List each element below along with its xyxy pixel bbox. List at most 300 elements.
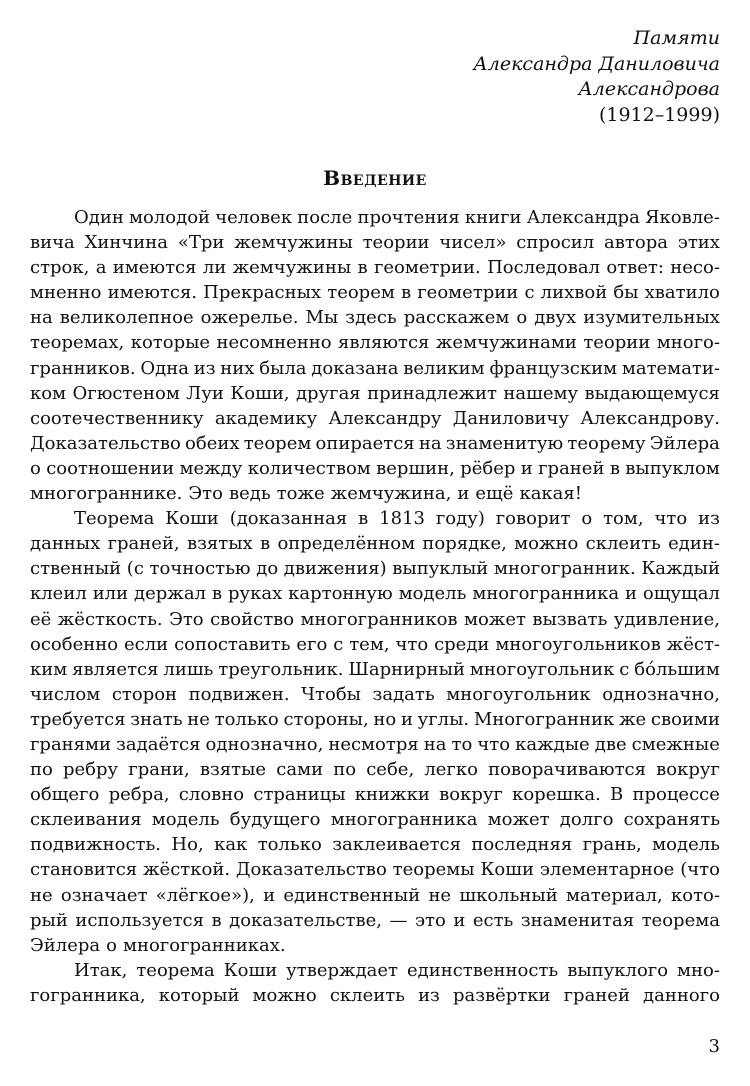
word: Шарнирный: [348, 658, 466, 680]
word: Последовал: [487, 257, 600, 279]
word: склеить: [585, 533, 661, 555]
word: ственный: [30, 558, 122, 580]
word: Коши: [223, 959, 278, 981]
word: и: [624, 583, 637, 605]
body-text: [30, 205, 720, 1008]
text-line: [30, 406, 720, 431]
word: сторон: [111, 683, 178, 705]
word: вича: [30, 232, 75, 254]
book-page: [30, 0, 720, 1086]
word: геометрии: [417, 282, 519, 304]
word: что: [654, 508, 688, 530]
word: поворачиваются: [488, 759, 646, 781]
word: Мы: [305, 307, 339, 329]
word: граней,: [107, 533, 180, 555]
text-line: [30, 305, 720, 330]
word: свойство: [210, 608, 295, 630]
word: Огюстеном: [72, 382, 180, 404]
text-line: [30, 883, 720, 908]
word: только: [257, 834, 322, 856]
word: становится: [30, 859, 138, 881]
word: взятые: [199, 759, 267, 781]
word: движения): [283, 558, 387, 580]
paragraph: [30, 506, 720, 958]
word: не: [30, 884, 53, 906]
section-heading: Введение: [323, 166, 427, 190]
word: знаменитую: [445, 432, 564, 454]
word: между: [179, 457, 243, 479]
word: может: [487, 809, 550, 831]
word: году): [435, 508, 485, 530]
word: многогранников: [300, 608, 458, 630]
word: Яковле-: [644, 207, 720, 228]
dedication-line: Памяти: [633, 27, 720, 49]
page-number: 3: [708, 1036, 720, 1057]
word: определённом: [277, 533, 416, 555]
word: в: [260, 533, 271, 555]
word: мно-: [677, 959, 720, 981]
word: модель: [398, 583, 467, 605]
word: чисел»: [439, 232, 507, 254]
word: который: [158, 984, 240, 1006]
word: этих: [677, 232, 720, 254]
word: корешка.: [512, 784, 601, 806]
word: о: [30, 457, 41, 479]
word: и: [520, 457, 533, 479]
word: имеются.: [107, 282, 198, 304]
text-line: [30, 707, 720, 732]
word: о: [581, 508, 593, 530]
word: единственность: [407, 959, 559, 981]
word: задать: [372, 683, 435, 705]
word: Эйлера: [30, 934, 101, 956]
word: —: [389, 909, 408, 931]
word: держал: [134, 583, 207, 605]
text-line: [30, 983, 720, 1008]
word: которые: [130, 332, 211, 354]
word: нашему: [503, 382, 579, 404]
word: граней: [538, 457, 605, 479]
word: Каждый: [641, 558, 720, 580]
word: книжки: [354, 784, 430, 806]
text-line: [30, 682, 720, 707]
text-line: [30, 782, 720, 807]
word: в: [358, 508, 369, 530]
word: на: [423, 733, 447, 755]
word: сопоставить: [174, 633, 291, 655]
word: (с: [126, 558, 144, 580]
text-line: [30, 356, 720, 381]
word: не: [187, 708, 210, 730]
text-line: [30, 933, 720, 958]
text-line: [30, 556, 720, 581]
word: грань,: [582, 834, 642, 856]
text-line: [30, 807, 720, 832]
word: каждые: [515, 733, 590, 755]
word: строк,: [30, 257, 90, 279]
word: рёбер: [460, 457, 516, 479]
word: стороны,: [283, 708, 369, 730]
word: же: [619, 708, 647, 730]
word: развёртки: [452, 984, 551, 1006]
word: заклеивается: [332, 834, 461, 856]
word: лишь: [163, 658, 214, 680]
text-line: [30, 607, 720, 632]
word: математи-: [621, 357, 720, 379]
word: теорем: [327, 282, 395, 304]
word: жемчужина,: [330, 483, 452, 505]
word: в: [400, 282, 412, 304]
word: ощущал: [642, 583, 720, 605]
text-line: [30, 581, 720, 606]
word: данных: [30, 533, 101, 555]
word: Доказательство: [30, 432, 181, 454]
word: расскажем: [403, 307, 510, 329]
word: сами: [276, 759, 324, 781]
word: Коши: [165, 508, 219, 530]
word: взятых: [186, 533, 253, 555]
text-line: [30, 657, 720, 682]
word: доказательстве,: [229, 909, 382, 931]
word: до: [256, 558, 279, 580]
word: многограннике.: [30, 483, 183, 505]
word: на: [418, 432, 442, 454]
word: здесь: [345, 307, 397, 329]
word: грани,: [128, 759, 190, 781]
word: многоугольник: [469, 658, 615, 680]
word: из: [698, 508, 720, 530]
word: Хинчина: [84, 232, 169, 254]
word: Коши,: [230, 382, 290, 404]
word: Это: [188, 483, 223, 505]
text-line: [30, 280, 720, 305]
text-line: [30, 456, 720, 481]
word: теории: [583, 332, 651, 354]
word: Это: [169, 608, 204, 630]
word: процессе: [632, 784, 720, 806]
word: склеить: [329, 984, 405, 1006]
word: о: [516, 307, 528, 329]
word: академику: [214, 407, 318, 429]
word: «Три: [177, 232, 225, 254]
word: своими: [650, 708, 720, 730]
text-line: [30, 958, 720, 983]
paragraph: [30, 205, 720, 506]
word: молодой: [129, 207, 211, 228]
word: словно: [178, 784, 245, 806]
word: Даниловичу: [452, 407, 570, 429]
word: выпуклый: [392, 558, 489, 580]
word: с: [333, 633, 344, 655]
word: тем,: [349, 633, 390, 655]
word: ответ:: [606, 257, 664, 279]
text-line: [30, 732, 720, 757]
word: бы: [613, 282, 639, 304]
word: можно: [514, 533, 579, 555]
word: Эйлера: [649, 432, 720, 454]
text-line: [30, 205, 720, 230]
word: являются: [338, 332, 430, 354]
word: утверждает: [286, 959, 399, 981]
dedication-line: Александра Даниловича: [473, 52, 720, 75]
text-line: [30, 506, 720, 531]
word: Теорема: [74, 508, 155, 530]
word: после: [297, 207, 353, 228]
word: по: [30, 759, 53, 781]
word: том,: [603, 508, 644, 530]
word: треугольник.: [218, 658, 344, 680]
word: гранников.: [30, 357, 136, 379]
word: ожерелье.: [200, 307, 299, 329]
word: теорема: [641, 909, 720, 931]
text-line: [30, 381, 720, 406]
word: двух: [534, 307, 577, 329]
text-line: [30, 431, 720, 456]
word: если: [123, 633, 169, 655]
word: картонную: [288, 583, 393, 605]
text-line: [30, 757, 720, 782]
word: из: [418, 984, 440, 1006]
word: соотношении: [46, 457, 175, 479]
word: материал,: [565, 884, 663, 906]
word: лихвой: [540, 282, 608, 304]
word: принадлежит: [367, 382, 498, 404]
word: вызвать: [532, 608, 608, 630]
word: является: [72, 658, 159, 680]
text-line: [30, 330, 720, 355]
word: человек: [215, 207, 293, 228]
word: прочтения: [357, 207, 460, 228]
word: может: [463, 608, 526, 630]
word: Луи: [186, 382, 224, 404]
word: что: [477, 733, 511, 755]
word: многогранник.: [493, 558, 636, 580]
word: кото-: [670, 884, 720, 906]
word: ещё: [475, 483, 514, 505]
word: и: [453, 909, 466, 931]
word: жемчужины: [232, 257, 352, 279]
word: элементарное: [539, 859, 675, 881]
word: клеил: [30, 583, 87, 605]
word: жёсткость.: [57, 608, 163, 630]
word: ведь: [228, 483, 271, 505]
word: жёст-: [666, 633, 720, 655]
word: вокруг: [439, 784, 503, 806]
paragraph: [30, 958, 720, 1008]
word: великим: [403, 357, 485, 379]
word: теоремах,: [30, 332, 125, 354]
text-line: [30, 908, 720, 933]
word: книги: [464, 207, 522, 228]
word: ли: [202, 257, 227, 279]
word: знать: [130, 708, 183, 730]
word: мненно: [30, 282, 102, 304]
word: на: [30, 307, 53, 329]
word: однозначно,: [205, 733, 324, 755]
word: доказана: [311, 357, 399, 379]
word: какая!: [519, 483, 582, 505]
word: В: [610, 784, 624, 806]
word: Один: [74, 207, 124, 228]
word: Итак,: [74, 959, 128, 981]
word: Коши: [480, 859, 534, 881]
word: един-: [668, 533, 720, 555]
word: хватило: [644, 282, 720, 304]
word: ребра,: [108, 784, 170, 806]
word: означает: [60, 884, 148, 906]
word: Чтобы: [301, 683, 361, 705]
word: знаменитая: [520, 909, 635, 931]
word: числом: [30, 683, 101, 705]
word: ким: [30, 658, 68, 680]
word: гранями: [30, 733, 112, 755]
word: геометрии.: [373, 257, 481, 279]
word: спросил: [516, 232, 595, 254]
text-line: [30, 481, 720, 506]
word: Одна: [140, 357, 189, 379]
word: говорит: [495, 508, 571, 530]
word: легко: [424, 759, 478, 781]
word: Но,: [171, 834, 204, 856]
dedication-years: (1912–1999): [598, 103, 720, 126]
text-line: [30, 857, 720, 882]
word: руках: [227, 583, 283, 605]
word: тоже: [276, 483, 325, 505]
word: с: [524, 282, 535, 304]
word: Александру: [328, 407, 442, 429]
word: теоремы: [392, 859, 475, 881]
word: а: [95, 257, 107, 279]
word: обеих: [185, 432, 240, 454]
word: среди: [434, 633, 490, 655]
word: сохранять: [623, 809, 720, 831]
word: единственный: [283, 884, 421, 906]
word: французским: [489, 357, 618, 379]
word: точностью: [149, 558, 251, 580]
word: много-: [656, 332, 720, 354]
word: последняя: [471, 834, 573, 856]
word: или: [92, 583, 129, 605]
word: по: [333, 759, 357, 781]
word: задаётся: [116, 733, 201, 755]
word: гогранника,: [30, 984, 146, 1006]
word: теорема: [136, 959, 215, 981]
word: (доказанная: [229, 508, 348, 530]
word: опирается: [315, 432, 415, 454]
word: модель: [652, 834, 720, 856]
word: автора: [604, 232, 668, 254]
word: не: [428, 884, 452, 906]
text-line: [30, 632, 720, 657]
word: себе,: [366, 759, 415, 781]
word: вершин,: [376, 457, 455, 479]
word: подвижность.: [30, 834, 162, 856]
word: теорем: [243, 432, 312, 454]
word: это: [414, 909, 446, 931]
word: страницы: [253, 784, 346, 806]
word: требуется: [30, 708, 126, 730]
word: его: [296, 633, 328, 655]
word: (что: [680, 859, 720, 881]
word: «лёгкое»),: [155, 884, 255, 906]
word: ребру: [63, 759, 119, 781]
word: и: [400, 708, 413, 730]
word: Александрову.: [580, 407, 720, 429]
word: в: [211, 909, 222, 931]
word: несомненно: [216, 332, 332, 354]
word: только: [214, 708, 279, 730]
word: удивление,: [613, 608, 720, 630]
word: выдающемуся: [584, 382, 720, 404]
word: в: [211, 583, 223, 605]
word: Многогранник: [473, 708, 615, 730]
word: о: [106, 934, 117, 956]
word: можно: [252, 984, 317, 1006]
word: как: [214, 834, 248, 856]
word: в: [357, 257, 368, 279]
text-line: [30, 255, 720, 280]
word: что: [395, 633, 429, 655]
word: используется: [75, 909, 204, 931]
word: из: [193, 357, 216, 379]
text-line: [30, 531, 720, 556]
word: соотечественнику: [30, 407, 204, 429]
word: подвижен.: [188, 683, 290, 705]
word: школьный: [459, 884, 558, 906]
word: с: [619, 658, 630, 680]
word: многогранника: [472, 583, 620, 605]
word: теории: [362, 232, 430, 254]
word: 1813: [379, 508, 425, 530]
word: них: [220, 357, 255, 379]
word: жёсткой.: [143, 859, 231, 881]
word: рый: [30, 909, 68, 931]
text-line: [30, 230, 720, 255]
word: углы.: [417, 708, 470, 730]
word: будущего: [229, 809, 321, 831]
word: выпуклом: [625, 457, 720, 479]
word: но: [373, 708, 397, 730]
dedication: [473, 26, 720, 128]
word: несо-: [670, 257, 720, 279]
word: многоугольник: [446, 683, 591, 705]
word: и: [263, 884, 276, 906]
word: выпуклого: [567, 959, 669, 981]
word: количеством: [247, 457, 371, 479]
word: изумительных: [583, 307, 720, 329]
word: несмотря: [328, 733, 419, 755]
word: Александра: [526, 207, 640, 228]
word: многогранниках.: [122, 934, 286, 956]
dedication-line: Александрова: [578, 78, 720, 100]
word: долго: [559, 809, 614, 831]
word: общего: [30, 784, 100, 806]
word: жемчужины: [234, 232, 353, 254]
word: порядке,: [422, 533, 507, 555]
word: в: [609, 457, 620, 479]
word: две: [594, 733, 627, 755]
word: Прекрасных: [203, 282, 322, 304]
word: есть: [472, 909, 514, 931]
word: другая: [295, 382, 361, 404]
word: склеивания: [30, 809, 142, 831]
word: великолепное: [59, 307, 194, 329]
word: бóльшим: [634, 658, 720, 680]
word: вокруг: [656, 759, 720, 781]
word: то: [451, 733, 473, 755]
word: многоугольников: [495, 633, 661, 655]
word: данного: [643, 984, 720, 1006]
